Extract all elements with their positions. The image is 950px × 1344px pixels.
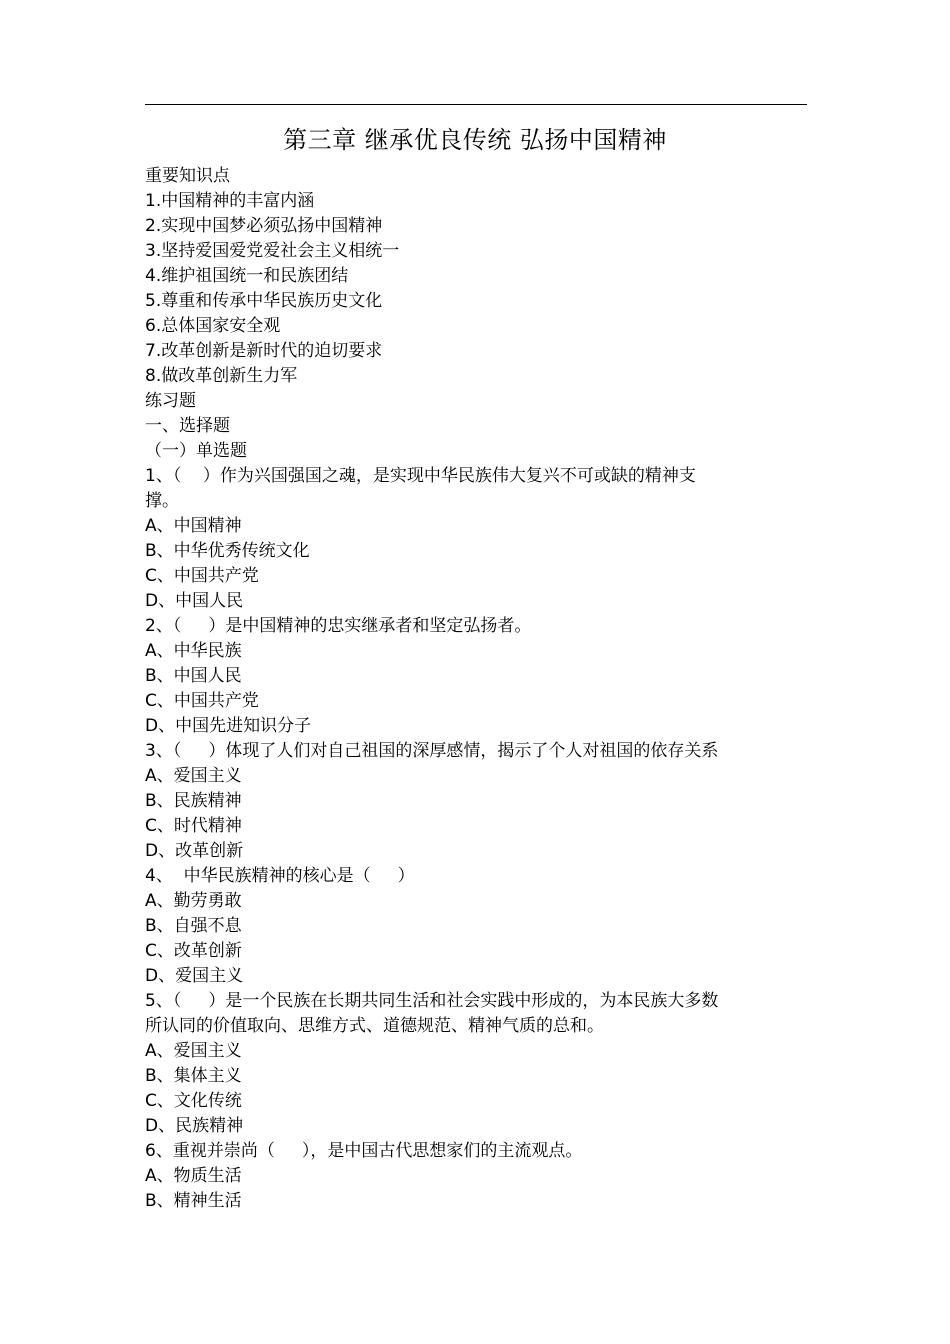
- header-rule: [145, 104, 807, 105]
- key-point-item: 6.总体国家安全观: [145, 316, 281, 336]
- answer-option: C、中国共产党: [145, 691, 259, 711]
- answer-option: D、爱国主义: [145, 966, 244, 986]
- key-point-item: 1.中国精神的丰富内涵: [145, 191, 315, 211]
- answer-option: A、爱国主义: [145, 766, 242, 786]
- answer-option: C、中国共产党: [145, 566, 259, 586]
- key-points-heading: 重要知识点: [145, 166, 230, 186]
- answer-option: A、勤劳勇敢: [145, 891, 242, 911]
- answer-option: A、中华民族: [145, 641, 242, 661]
- key-point-item: 4.维护祖国统一和民族团结: [145, 266, 349, 286]
- exercises-heading: 练习题: [145, 391, 196, 411]
- answer-option: D、中国人民: [145, 591, 244, 611]
- answer-option: B、民族精神: [145, 791, 242, 811]
- question-stem-continued: 撑。: [145, 491, 179, 511]
- answer-option: C、文化传统: [145, 1091, 242, 1111]
- answer-option: B、中华优秀传统文化: [145, 541, 310, 561]
- answer-option: B、精神生活: [145, 1191, 242, 1211]
- answer-option: D、改革创新: [145, 841, 244, 861]
- key-point-item: 2.实现中国梦必须弘扬中国精神: [145, 216, 383, 236]
- question-stem: 2、（ ）是中国精神的忠实继承者和坚定弘扬者。: [145, 616, 532, 636]
- chapter-title: 第三章 继承优良传统 弘扬中国精神: [283, 126, 667, 154]
- question-stem-continued: 所认同的价值取向、思维方式、道德规范、精神气质的总和。: [145, 1016, 604, 1036]
- answer-option: A、物质生活: [145, 1166, 242, 1186]
- answer-option: C、改革创新: [145, 941, 242, 961]
- key-point-item: 3.坚持爱国爱党爱社会主义相统一: [145, 241, 400, 261]
- answer-option: B、集体主义: [145, 1066, 242, 1086]
- document-body: [145, 164, 815, 1214]
- question-stem: 1、（ ）作为兴国强国之魂，是实现中华民族伟大复兴不可或缺的精神支: [145, 466, 696, 486]
- question-stem: 6、重视并崇尚（ ），是中国古代思想家们的主流观点。: [145, 1141, 583, 1161]
- question-stem: 4、 中华民族精神的核心是（ ）: [145, 866, 415, 886]
- question-stem: 5、（ ）是一个民族在长期共同生活和社会实践中形成的，为本民族大多数: [145, 991, 719, 1011]
- key-point-item: 8.做改革创新生力军: [145, 366, 298, 386]
- subpart-heading: （一）单选题: [145, 441, 247, 461]
- answer-option: A、中国精神: [145, 516, 242, 536]
- answer-option: D、中国先进知识分子: [145, 716, 312, 736]
- question-stem: 3、（ ）体现了人们对自己祖国的深厚感情，揭示了个人对祖国的依存关系: [145, 741, 719, 761]
- answer-option: B、自强不息: [145, 916, 242, 936]
- answer-option: C、时代精神: [145, 816, 242, 836]
- answer-option: A、爱国主义: [145, 1041, 242, 1061]
- part-heading: 一、选择题: [145, 416, 230, 436]
- answer-option: D、民族精神: [145, 1116, 244, 1136]
- key-point-item: 5.尊重和传承中华民族历史文化: [145, 291, 383, 311]
- key-point-item: 7.改革创新是新时代的迫切要求: [145, 341, 383, 361]
- answer-option: B、中国人民: [145, 666, 242, 686]
